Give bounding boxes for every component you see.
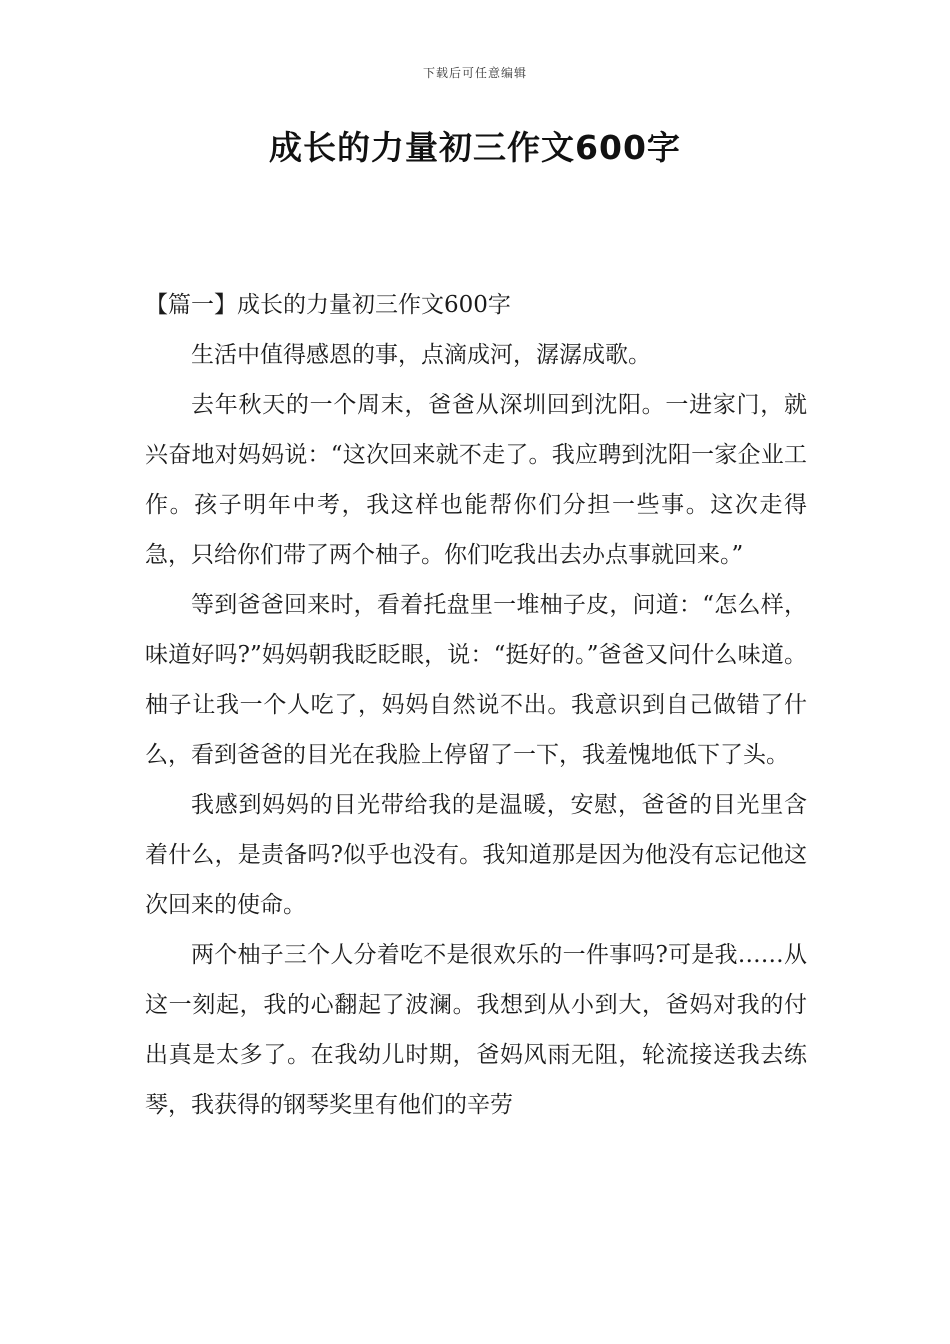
paragraph-5: 两个柚子三个人分着吃不是很欢乐的一件事吗?可是我……从这一刻起，我的心翻起了波澜。我想到从小到大，爸妈对我的付出真是太多了。在我幼儿时期，爸妈风雨无阻，轮流接送我去练琴，我获得的钢琴奖里有他们的辛劳 <box>145 942 807 1118</box>
document-title: 成长的力量初三作文600字 <box>269 128 681 167</box>
paragraph-2: 去年秋天的一个周末，爸爸从深圳回到沈阳。一进家门，就兴奋地对妈妈说：“这次回来就不走了。我应聘到沈阳一家企业工作。孩子明年中考，我这样也能帮你们分担一些事。这次走得急，只给你们带了两个柚子。你们吃我出去办点事就回来。” <box>145 392 807 568</box>
section-heading: 【篇一】成长的力量初三作文600字 <box>145 292 511 318</box>
article-body <box>145 280 807 1130</box>
paragraph-3: 等到爸爸回来时，看着托盘里一堆柚子皮，问道：“怎么样，味道好吗?”妈妈朝我眨眨眼，说：“挺好的。”爸爸又问什么味道。柚子让我一个人吃了，妈妈自然说不出。我意识到自己做错了什么，看到爸爸的目光在我脸上停留了一下，我羞愧地低下了头。 <box>145 592 807 768</box>
paragraph-4: 我感到妈妈的目光带给我的是温暖，安慰，爸爸的目光里含着什么，是责备吗?似乎也没有。我知道那是因为他没有忘记他这次回来的使命。 <box>145 792 807 918</box>
paragraph-1: 生活中值得感恩的事，点滴成河，潺潺成歌。 <box>191 342 651 368</box>
header-note: 下载后可任意编辑 <box>422 66 527 80</box>
